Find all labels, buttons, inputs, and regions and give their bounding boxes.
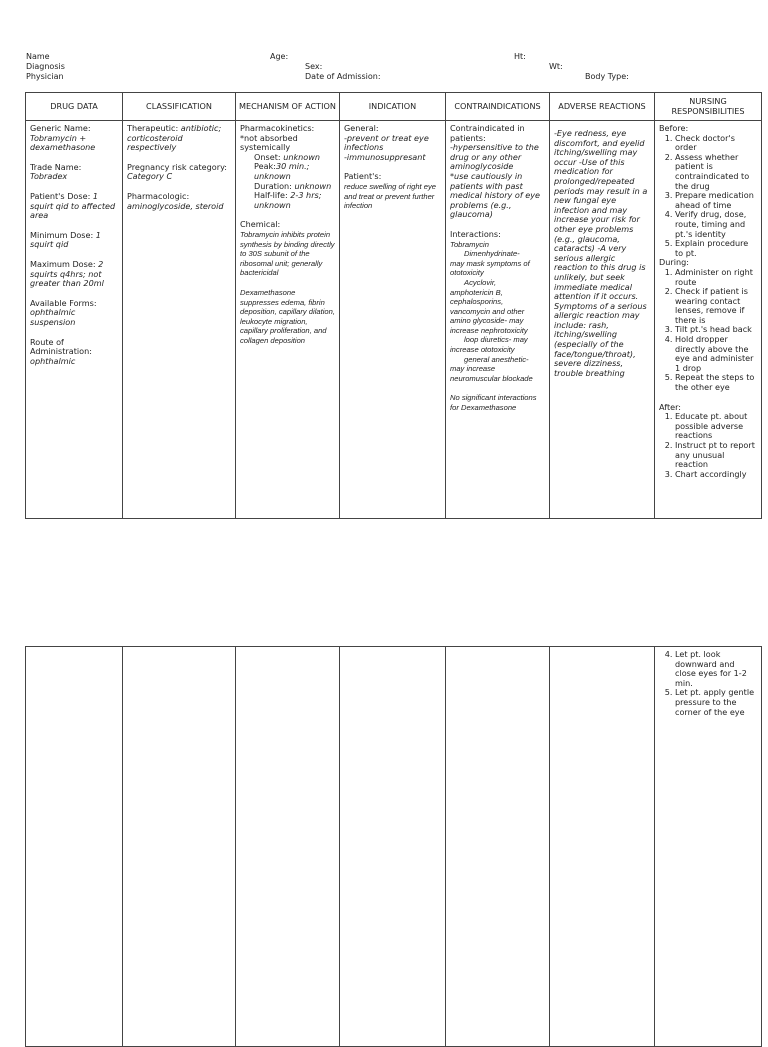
pharmacologic-value: aminoglycoside, steroid xyxy=(127,200,224,211)
admission-label: Date of Admission: xyxy=(305,72,381,81)
continued-empty-cell xyxy=(26,647,123,1047)
contraindication-1: -hypersensitive to the drug or any other aminoglycoside xyxy=(450,142,539,172)
interaction-acyclovir: Acyclovir, xyxy=(464,277,497,287)
pharmacokinetics-label: Pharmacokinetics: xyxy=(240,123,315,133)
adverse-reactions-text: -Eye redness, eye discomfort, and eyelid itching/swelling may occur -Use of this medication for prolonged/repeated periods may result in a new fungal eye infection and may increase your risk for other eye problems (e.g., glaucoma, cataracts) -A very serious allergic reaction to this drug is unlikely, but seek immediate medical attention if it occurs. Symptoms of a serious allergic reaction may include: rash, itching/swelling (especially of the face/tongue/throat), severe dizziness, trouble breathing xyxy=(554,128,648,378)
adverse-reactions-cell xyxy=(550,121,655,519)
available-forms-label: Available Forms: xyxy=(30,297,97,308)
list-item: 2. Check if patient is wearing contact lenses, remove if there is xyxy=(675,287,757,325)
list-item: 3. Prepare medication ahead of time xyxy=(675,191,757,210)
pregnancy-value: Category C xyxy=(127,171,173,182)
interaction-tobramycin: Tobramycin xyxy=(450,239,489,249)
nursing-cell xyxy=(655,121,762,519)
chemical-dexamethasone: Dexamethasone suppresses edema, fibrin deposition, capillary dilation, leukocyte migration, capillary proliferation, and collagen deposition xyxy=(240,287,335,345)
diagnosis-label: Diagnosis xyxy=(26,62,65,71)
general-indication-2: -immunosuppresant xyxy=(344,151,426,162)
continued-empty-cell xyxy=(340,647,446,1047)
list-item: 5. Repeat the steps to the other eye xyxy=(675,373,757,392)
body-type-label: Body Type: xyxy=(585,72,629,81)
halflife-label: Half-life: xyxy=(254,190,288,201)
minimum-dose-value: 1 squirt qid xyxy=(30,229,101,250)
table-row xyxy=(26,121,762,519)
col-header-indication: INDICATION xyxy=(340,93,446,121)
after-list xyxy=(659,412,757,479)
interaction-dimenhydrinate-effect: may mask symptoms of ototoxicity xyxy=(450,258,530,278)
col-header-drug-data: DRUG DATA xyxy=(26,93,123,121)
list-item: 4. Let pt. look downward and close eyes for 1-2 min. xyxy=(675,650,757,688)
route-label: Route of Administration: xyxy=(30,336,92,357)
list-item: 1. Administer on right route xyxy=(675,268,757,287)
classification-cell xyxy=(123,121,236,519)
continued-empty-cell xyxy=(446,647,550,1047)
after-label: After: xyxy=(659,401,682,412)
minimum-dose-label: Minimum Dose: xyxy=(30,229,94,240)
continued-during-list xyxy=(659,650,757,717)
col-header-classification: CLASSIFICATION xyxy=(123,93,236,121)
mechanism-cell xyxy=(236,121,340,519)
general-indication-label: General: xyxy=(344,123,379,133)
drug-data-cell xyxy=(26,121,123,519)
general-indication-1: -prevent or treat eye infections xyxy=(344,132,429,153)
continued-nursing-cell xyxy=(655,647,762,1047)
peak-label: Peak: xyxy=(254,161,276,172)
ht-label: Ht: xyxy=(514,52,526,61)
name-label: Name xyxy=(26,52,50,61)
continued-empty-cell xyxy=(550,647,655,1047)
interaction-loop-diuretics: loop diuretics- may xyxy=(464,335,528,345)
chemical-tobramycin: Tobramycin inhibits protein synthesis by binding directly to 30S subunit of the ribosomal unit; generally bactericidal xyxy=(240,229,335,278)
list-item: 3. Tilt pt.'s head back xyxy=(675,325,757,335)
pregnancy-label: Pregnancy risk category: xyxy=(127,161,227,172)
no-dexamethasone-interactions: No significant interactions for Dexamethasone xyxy=(450,393,537,413)
patient-indication-value: reduce swelling of right eye and treat or prevent further infection xyxy=(344,181,437,211)
halflife-value: 2-3 hrs; unknown xyxy=(254,190,322,210)
maximum-dose-label: Maximum Dose: xyxy=(30,258,96,269)
patient-dose-value: 1 squirt qid to affected area xyxy=(30,190,116,221)
continuation-table xyxy=(25,646,762,1047)
interaction-anesthetic-effect: may increase neuromuscular blockade xyxy=(450,364,533,383)
list-item: 5. Let pt. apply gentle pressure to the corner of the eye xyxy=(675,688,757,717)
patient-indication-label: Patient's: xyxy=(344,171,382,182)
route-value: ophthalmic xyxy=(30,355,76,366)
onset-label: Onset: xyxy=(254,151,281,162)
onset-value: unknown xyxy=(283,151,320,162)
interaction-dimenhydrinate: Dimenhydrinate- xyxy=(464,249,520,259)
during-label: During: xyxy=(659,257,689,268)
wt-label: Wt: xyxy=(549,62,563,71)
list-item: 1. Educate pt. about possible adverse reactions xyxy=(675,412,757,441)
col-header-adverse-reactions: ADVERSE REACTIONS xyxy=(550,93,655,121)
during-list xyxy=(659,268,757,393)
table-header-row xyxy=(26,93,762,121)
physician-label: Physician xyxy=(26,72,64,81)
col-header-nursing: NURSING RESPONSIBILITIES xyxy=(655,93,762,121)
interaction-anesthetic: general anesthetic- xyxy=(464,354,529,364)
therapeutic-value: antibiotic; corticosteroid respectively xyxy=(127,123,222,153)
before-list xyxy=(659,134,757,259)
drug-study-table xyxy=(25,92,762,519)
interactions-label: Interactions: xyxy=(450,228,501,239)
list-item: 2. Assess whether patient is contraindicated to the drug xyxy=(675,153,757,191)
indication-cell xyxy=(340,121,446,519)
list-item: 4. Verify drug, dose, route, timing and pt.'s identity xyxy=(675,210,757,239)
duration-label: Duration: xyxy=(254,180,292,191)
absorption-note: *not absorbed systemically xyxy=(240,132,298,153)
pharmacologic-label: Pharmacologic: xyxy=(127,190,190,201)
contraindication-2: *use cautiously in patients with past medical history of eye problems (e.g., glaucoma) xyxy=(450,170,541,220)
continued-empty-cell xyxy=(236,647,340,1047)
available-forms-value: ophthalmic suspension xyxy=(30,307,76,327)
before-label: Before: xyxy=(659,123,689,133)
maximum-dose-value: 2 squirts q4hrs; not greater than 20ml xyxy=(30,258,104,289)
col-header-mechanism: MECHANISM OF ACTION xyxy=(236,93,340,121)
contraindications-cell xyxy=(446,121,550,519)
list-item: 3. Chart accordingly xyxy=(675,470,757,480)
generic-name-value: Tobramycin + dexamethasone xyxy=(30,132,96,153)
trade-name-value: Tobradex xyxy=(30,171,68,182)
list-item: 5. Explain procedure to pt. xyxy=(675,239,757,258)
duration-value: unknown xyxy=(294,180,332,191)
table-row xyxy=(26,647,762,1047)
col-header-contraindications: CONTRAINDICATIONS xyxy=(446,93,550,121)
generic-name-label: Generic Name: xyxy=(30,123,91,133)
interaction-loop-effect: increase ototoxicity xyxy=(450,345,515,355)
peak-value: 30 min.; unknown xyxy=(254,161,310,181)
age-label: Age: xyxy=(270,52,289,61)
continued-empty-cell xyxy=(123,647,236,1047)
list-item: 4. Hold dropper directly above the eye and administer 1 drop xyxy=(675,335,757,373)
therapeutic-label: Therapeutic: xyxy=(127,123,179,133)
sex-label: Sex: xyxy=(305,62,323,71)
list-item: 2. Instruct pt to report any unusual reaction xyxy=(675,441,757,470)
contraindicated-intro: Contraindicated in patients: xyxy=(450,123,525,143)
list-item: 1. Check doctor's order xyxy=(675,134,757,153)
patient-dose-label: Patient's Dose: xyxy=(30,190,91,201)
trade-name-label: Trade Name: xyxy=(30,161,82,172)
interaction-acyclovir-effect: amphotericin B, cephalosporins, vancomycin and other amino glycoside- may increase nephrotoxicity xyxy=(450,287,528,335)
chemical-label: Chemical: xyxy=(240,219,281,230)
